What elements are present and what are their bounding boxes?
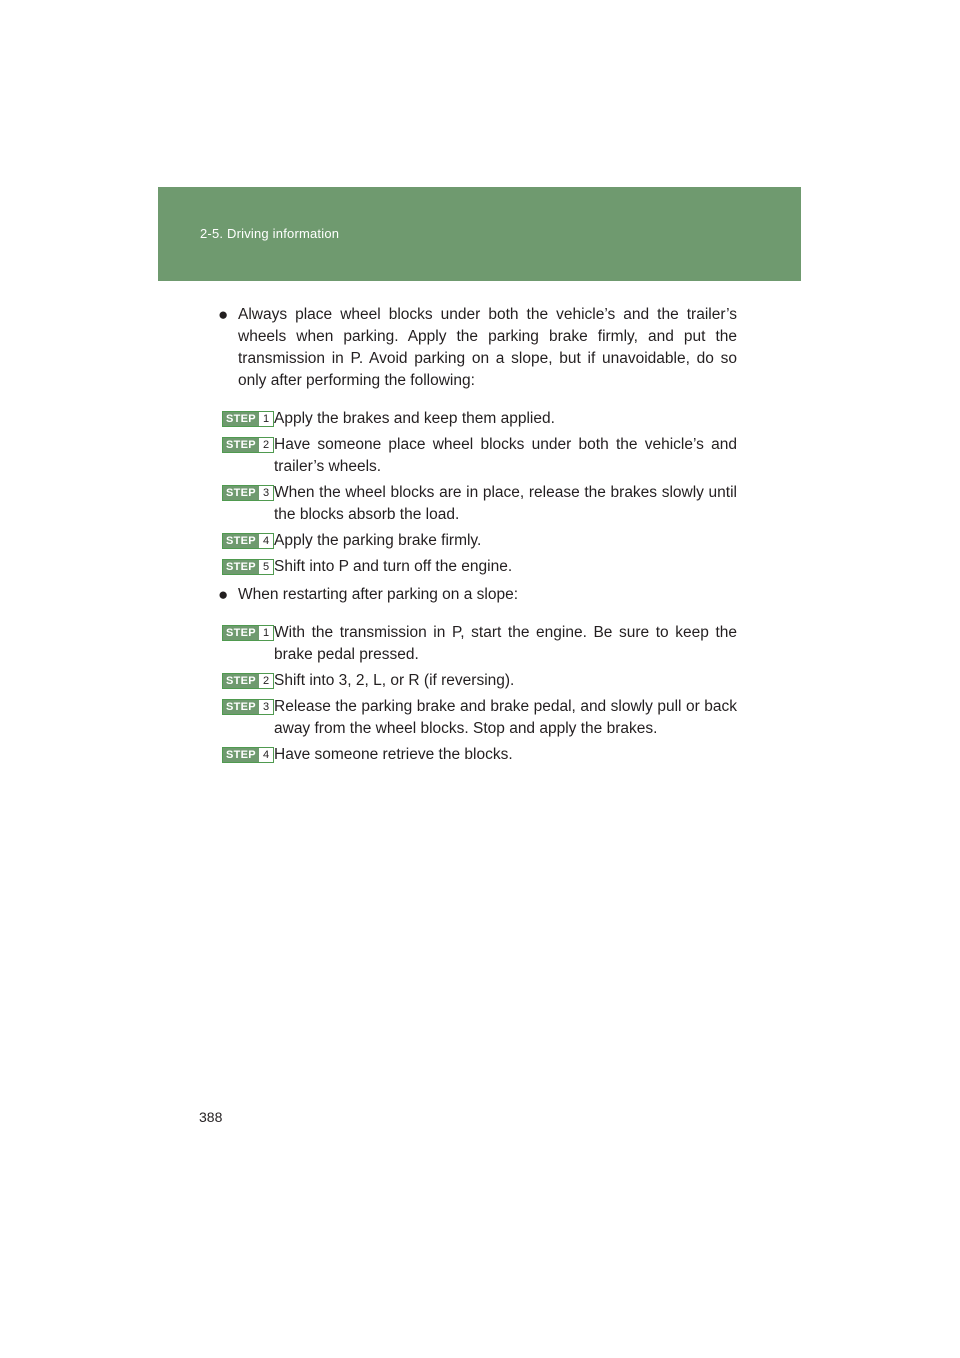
step-item <box>218 622 737 666</box>
step-badge <box>222 673 274 689</box>
step-badge <box>222 559 274 575</box>
step-badge-number: 2 <box>259 438 273 452</box>
step-badge-word: STEP <box>223 748 259 762</box>
bullet-text: Always place wheel blocks under both the vehicle’s and the trailer’s wheels when parking. Apply the parking brake firmly, and put the transmission in P. Avoid parking on a slope, but if unavoidable, do so only after performing the following: <box>238 306 737 389</box>
bullet-icon: ● <box>218 305 229 324</box>
step-text: Shift into 3, 2, L, or R (if reversing). <box>274 672 515 689</box>
bullet-icon: ● <box>218 585 229 604</box>
step-badge <box>222 437 274 453</box>
section-header-band <box>158 187 801 281</box>
step-item <box>218 670 737 692</box>
step-badge <box>222 533 274 549</box>
page-number: 388 <box>199 1109 223 1125</box>
step-item <box>218 744 737 766</box>
step-badge-word: STEP <box>223 626 259 640</box>
step-item <box>218 482 737 526</box>
step-badge-word: STEP <box>223 700 259 714</box>
step-badge <box>222 747 274 763</box>
step-badge-number: 3 <box>259 700 273 714</box>
bullet-parking <box>218 304 737 392</box>
step-text: With the transmission in P, start the engine. Be sure to keep the brake pedal pressed. <box>274 624 737 663</box>
parking-steps <box>218 408 737 578</box>
step-badge-number: 4 <box>259 748 273 762</box>
step-text: Release the parking brake and brake pedal, and slowly pull or back away from the wheel blocks. Stop and apply the brakes. <box>274 698 737 737</box>
step-text: Have someone place wheel blocks under both the vehicle’s and trailer’s wheels. <box>274 436 737 475</box>
step-badge-word: STEP <box>223 412 259 426</box>
step-badge <box>222 485 274 501</box>
step-badge-number: 3 <box>259 486 273 500</box>
section-title: 2-5. Driving information <box>200 226 340 241</box>
step-badge-number: 5 <box>259 560 273 574</box>
step-badge-word: STEP <box>223 438 259 452</box>
step-item <box>218 408 737 430</box>
step-badge-number: 4 <box>259 534 273 548</box>
bullet-restarting <box>218 584 737 606</box>
step-badge-word: STEP <box>223 534 259 548</box>
step-badge-number: 1 <box>259 626 273 640</box>
step-text: Have someone retrieve the blocks. <box>274 746 513 763</box>
step-item <box>218 556 737 578</box>
step-badge-word: STEP <box>223 560 259 574</box>
step-item <box>218 530 737 552</box>
step-item <box>218 434 737 478</box>
restarting-steps <box>218 622 737 766</box>
step-item <box>218 696 737 740</box>
step-badge <box>222 411 274 427</box>
step-badge <box>222 699 274 715</box>
step-badge <box>222 625 274 641</box>
step-text: When the wheel blocks are in place, release the brakes slowly until the blocks absorb the load. <box>274 484 737 523</box>
step-badge-number: 2 <box>259 674 273 688</box>
page-content <box>218 304 737 772</box>
step-text: Shift into P and turn off the engine. <box>274 558 513 575</box>
step-text: Apply the parking brake firmly. <box>274 532 482 549</box>
step-badge-word: STEP <box>223 486 259 500</box>
step-badge-word: STEP <box>223 674 259 688</box>
step-text: Apply the brakes and keep them applied. <box>274 410 555 427</box>
step-badge-number: 1 <box>259 412 273 426</box>
bullet-text: When restarting after parking on a slope: <box>238 586 519 603</box>
